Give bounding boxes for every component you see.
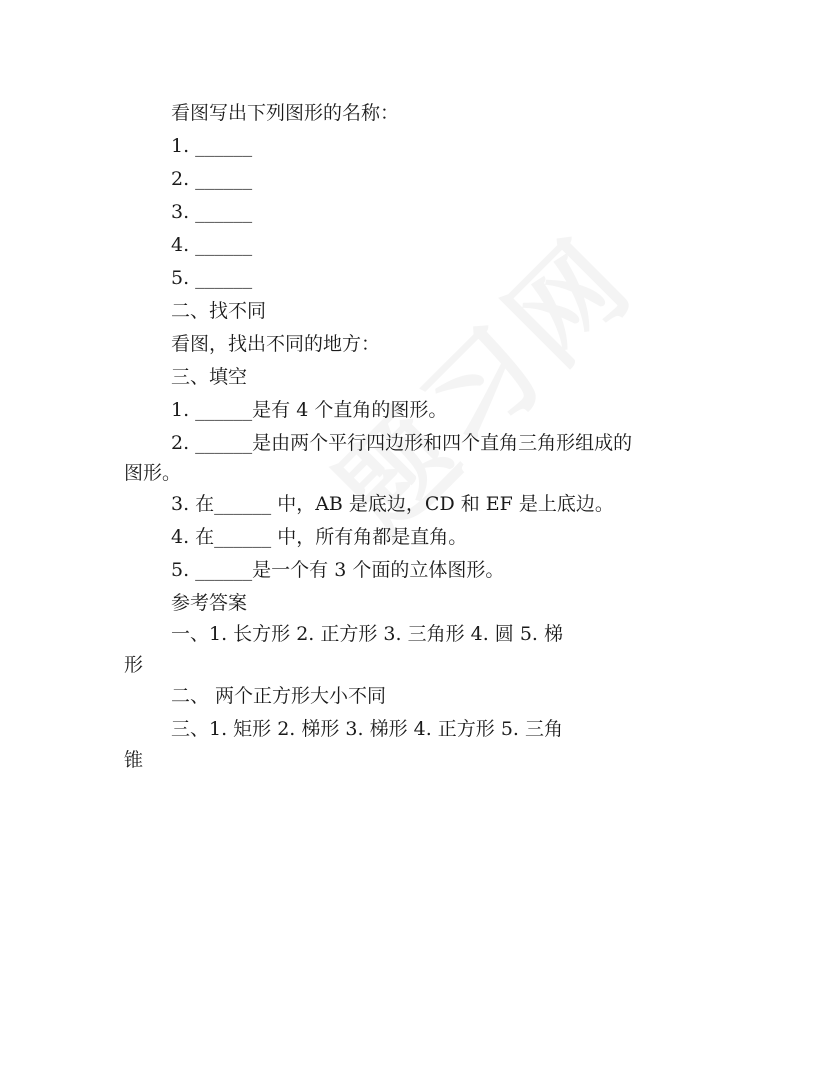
fill-question-3: 3. 在______ 中，AB 是底边，CD 和 EF 是上底边。 xyxy=(171,493,614,515)
section2-heading: 二、找不同 xyxy=(171,300,267,322)
section1-item-1: 1. ______ xyxy=(171,135,253,157)
section2-prompt: 看图，找出不同的地方： xyxy=(171,333,381,355)
answers-heading: 参考答案 xyxy=(171,592,248,614)
fill-question-1: 1. ______是有 4 个直角的图形。 xyxy=(171,399,448,421)
section1-item-3: 3. ______ xyxy=(171,201,253,223)
answer-section2: 二、 两个正方形大小不同 xyxy=(171,685,387,707)
intro-text: 看图写出下列图形的名称： xyxy=(171,102,400,124)
answer-section1-cont: 形 xyxy=(124,654,144,676)
answer-section1: 一、1. 长方形 2. 正方形 3. 三角形 4. 圆 5. 梯 xyxy=(171,623,563,645)
fill-question-2: 2. ______是由两个平行四边形和四个直角三角形组成的 xyxy=(171,432,633,454)
section1-item-5: 5. ______ xyxy=(171,267,253,289)
answer-section3: 三、1. 矩形 2. 梯形 3. 梯形 4. 正方形 5. 三角 xyxy=(171,718,563,740)
fill-question-2-cont: 图形。 xyxy=(124,462,182,484)
section1-item-2: 2. ______ xyxy=(171,168,253,190)
answer-section3-cont: 锥 xyxy=(124,749,144,771)
section1-item-4: 4. ______ xyxy=(171,234,253,256)
fill-question-4: 4. 在______ 中，所有角都是直角。 xyxy=(171,526,468,548)
fill-question-5: 5. ______是一个有 3 个面的立体图形。 xyxy=(171,559,505,581)
section3-heading: 三、填空 xyxy=(171,366,248,388)
